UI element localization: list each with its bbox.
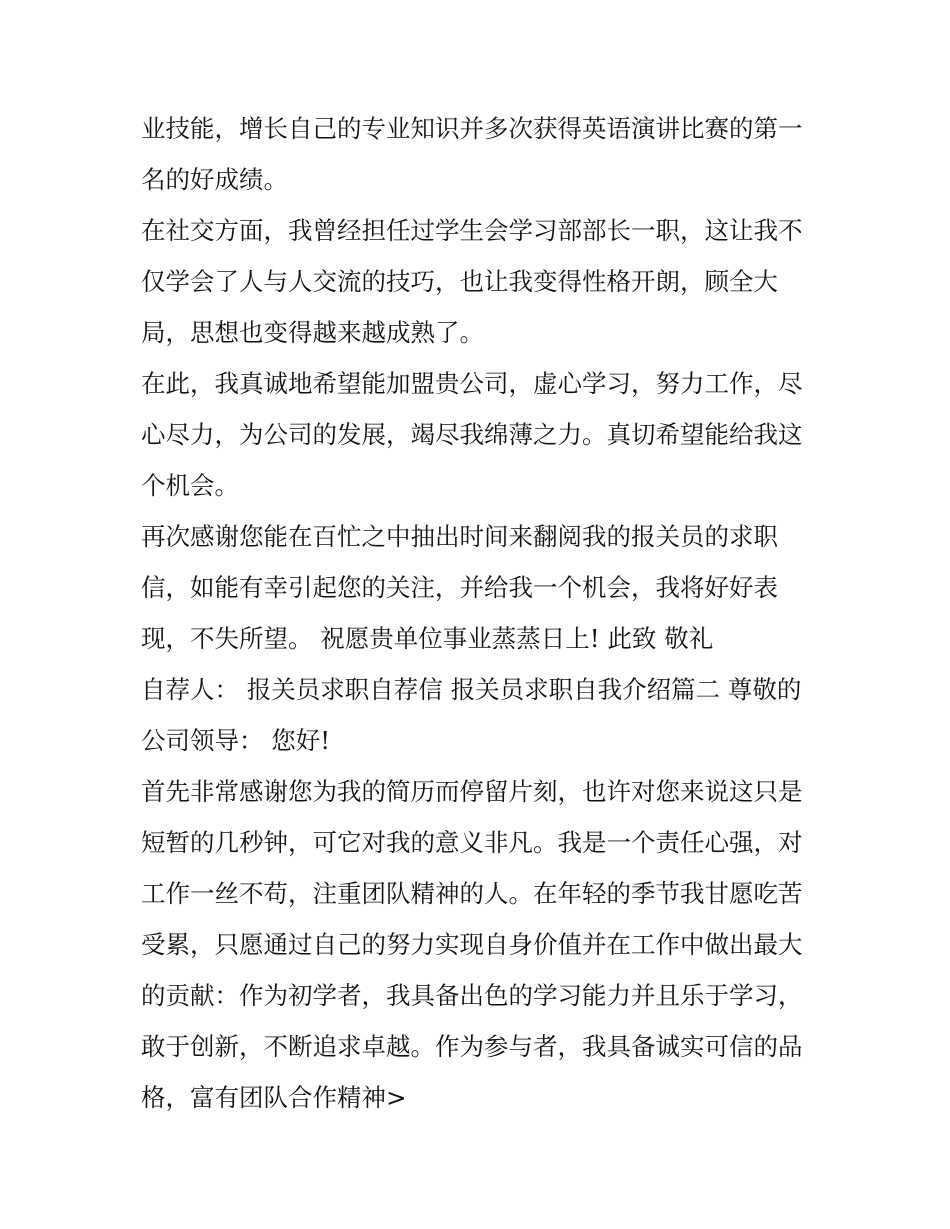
text-line: 短暂的几秒钟，可它对我的意义非凡。我是一个责任心强，对 bbox=[141, 828, 803, 857]
text-line: 的贡献：作为初学者，我具备出色的学习能力并且乐于学习， bbox=[141, 981, 803, 1010]
letter-body bbox=[141, 103, 821, 1123]
text-line: 受累，只愿通过自己的努力实现自身价值并在工作中做出最大 bbox=[141, 930, 803, 959]
text-line: 局，思想也变得越来越成熟了。 bbox=[141, 318, 484, 347]
text-line: 自荐人： 报关员求职自荐信 报关员求职自我介绍篇二 尊敬的 bbox=[141, 675, 802, 704]
text-line: 信，如能有幸引起您的关注，并给我一个机会，我将好好表 bbox=[141, 573, 778, 602]
text-line: 在此，我真诚地希望能加盟贵公司，虚心学习，努力工作，尽 bbox=[141, 369, 803, 398]
text-line: 再次感谢您能在百忙之中抽出时间来翻阅我的报关员的求职 bbox=[141, 522, 778, 551]
text-line: 在社交方面，我曾经担任过学生会学习部部长一职，这让我不 bbox=[141, 216, 803, 245]
text-line: 工作一丝不苟，注重团队精神的人。在年轻的季节我甘愿吃苦 bbox=[141, 879, 803, 908]
text-line: 个机会。 bbox=[141, 471, 239, 500]
text-line: 业技能，增长自己的专业知识并多次获得英语演讲比赛的第一 bbox=[141, 114, 803, 143]
text-line: 公司领导： 您好! bbox=[141, 726, 331, 755]
text-line: 首先非常感谢您为我的简历而停留片刻，也许对您来说这只是 bbox=[141, 777, 803, 806]
text-line: 名的好成绩。 bbox=[141, 165, 288, 194]
text-line: 现，不失所望。 祝愿贵单位事业蒸蒸日上! 此致 敬礼 bbox=[141, 624, 714, 653]
text-line: 敢于创新，不断追求卓越。作为参与者，我具备诚实可信的品 bbox=[141, 1032, 803, 1061]
text-line: 仅学会了人与人交流的技巧，也让我变得性格开朗，顾全大 bbox=[141, 267, 778, 296]
text-line: 心尽力，为公司的发展，竭尽我绵薄之力。真切希望能给我这 bbox=[141, 420, 803, 449]
text-line: 格，富有团队合作精神> bbox=[141, 1083, 407, 1112]
